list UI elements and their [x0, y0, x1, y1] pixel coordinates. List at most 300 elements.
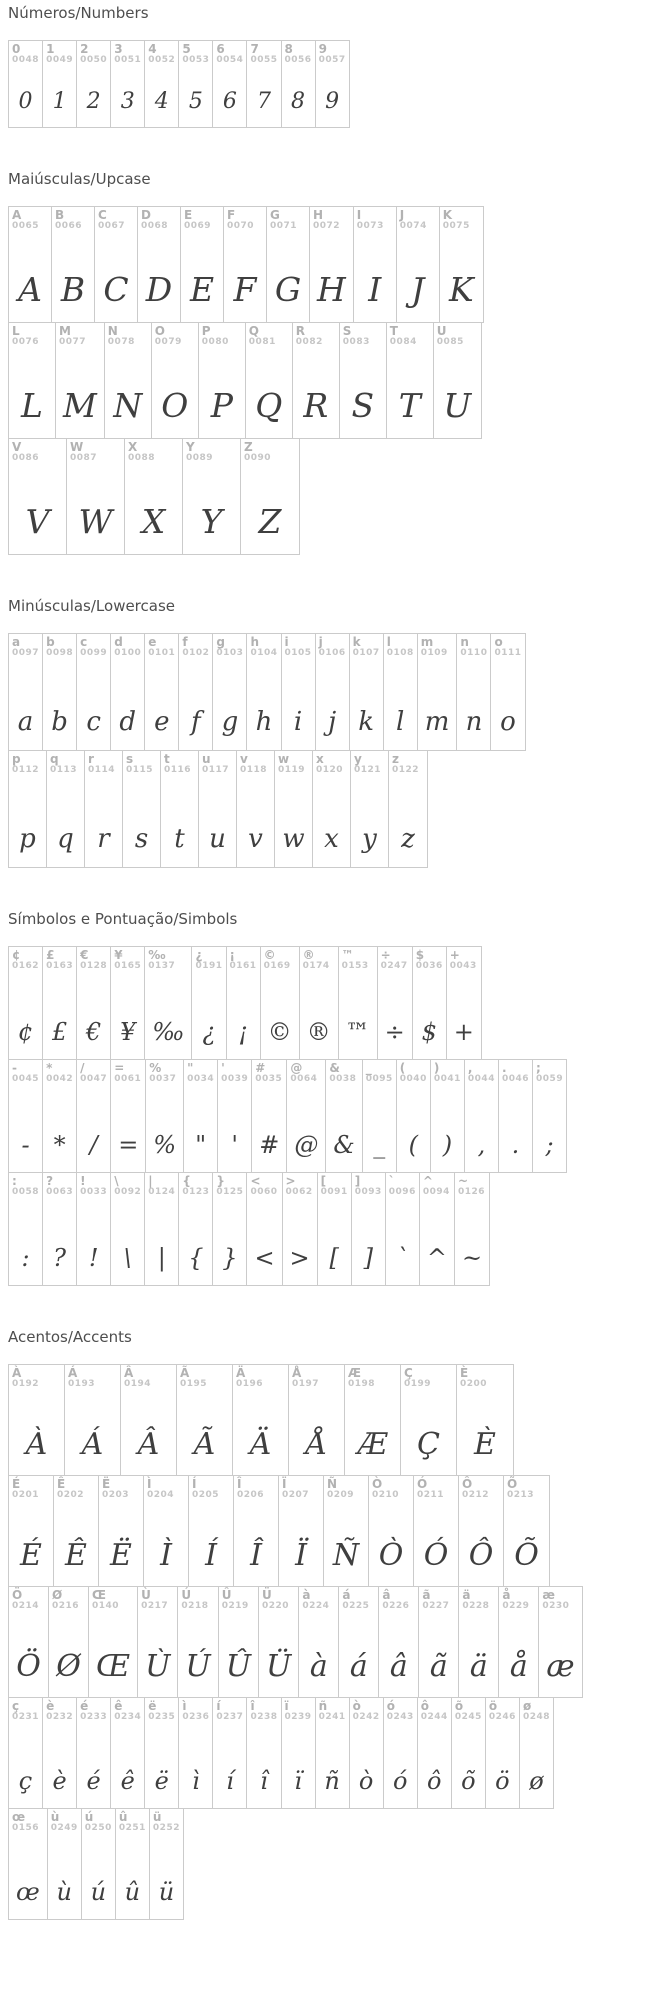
glyph-cell: [247, 634, 281, 750]
cell-header: [105, 323, 151, 348]
reference-char: ö: [488, 1699, 498, 1713]
cell-header: [413, 947, 446, 972]
unicode-code: 0107: [352, 648, 380, 659]
glyph-cell: [179, 1698, 213, 1808]
glyph-preview: Q: [255, 386, 283, 425]
glyph-preview: ~: [461, 1244, 483, 1272]
unicode-code: 0112: [12, 765, 40, 776]
glyph-preview: :: [21, 1244, 30, 1272]
reference-char: Ä: [236, 1366, 246, 1380]
glyph-row: [8, 438, 300, 555]
glyph-preview: }: [222, 1244, 238, 1272]
reference-char: x: [316, 752, 324, 766]
glyph-cell: [111, 41, 145, 127]
cell-header: [397, 207, 439, 232]
glyph-preview: ]: [363, 1244, 373, 1272]
glyph-cell: [369, 1476, 414, 1586]
reference-char: 0: [12, 42, 21, 56]
glyph-preview: Z: [258, 502, 282, 541]
glyph-preview: w: [282, 824, 305, 854]
unicode-code: 0114: [88, 765, 116, 776]
cell-header: [161, 751, 198, 776]
glyph-cell: [111, 947, 145, 1059]
glyph-preview: ?: [53, 1244, 67, 1272]
section-accents: [8, 1328, 653, 1920]
glyph-preview: v: [248, 824, 263, 854]
unicode-code: 0077: [59, 337, 87, 348]
glyph-cell: [9, 1476, 54, 1586]
unicode-code: 0242: [352, 1712, 380, 1723]
cell-header: [316, 1698, 349, 1723]
reference-char: Å: [292, 1366, 302, 1380]
glyph-cell: [504, 1476, 549, 1586]
unicode-code: 0081: [248, 337, 276, 348]
reference-char: Ê: [57, 1477, 66, 1491]
glyph-cell: [379, 1587, 419, 1697]
unicode-code: 0230: [542, 1601, 570, 1612]
unicode-code: 0054: [216, 55, 244, 66]
reference-char: &: [329, 1061, 340, 1075]
glyph-preview: ‰: [152, 1018, 185, 1046]
unicode-code: 0236: [182, 1712, 210, 1723]
glyph-preview: o: [500, 707, 516, 737]
glyph-cell: [9, 947, 43, 1059]
cell-header: [9, 1587, 48, 1612]
cell-header: [213, 1698, 246, 1723]
unicode-code: 0048: [12, 55, 40, 66]
glyph-preview: N: [113, 386, 143, 425]
reference-char: 7: [250, 42, 259, 56]
unicode-code: 0060: [250, 1187, 278, 1198]
unicode-code: 0217: [141, 1601, 169, 1612]
unicode-code: 0204: [147, 1490, 175, 1501]
unicode-code: 0238: [250, 1712, 278, 1723]
cell-header: [85, 751, 122, 776]
reference-char: ê: [114, 1699, 123, 1713]
cell-header: [313, 751, 350, 776]
reference-char: Ú: [181, 1588, 192, 1602]
glyph-row: [8, 1808, 184, 1920]
unicode-code: 0203: [102, 1490, 130, 1501]
glyph-cell: [178, 1587, 218, 1697]
glyph-cell: [218, 1060, 252, 1172]
reference-char: I: [356, 208, 362, 222]
reference-char: t: [164, 752, 170, 766]
glyph-cell: [420, 1173, 455, 1285]
glyph-cell: [9, 1365, 65, 1475]
glyph-cell: [52, 207, 95, 322]
glyph-cell: [145, 1698, 179, 1808]
reference-char: q: [50, 752, 59, 766]
reference-char: d: [114, 635, 123, 649]
unicode-code: 0034: [187, 1074, 215, 1085]
reference-char: É: [12, 1477, 21, 1491]
unicode-code: 0096: [388, 1187, 416, 1198]
cell-header: [457, 634, 490, 659]
cell-header: [287, 1060, 325, 1085]
glyph-cell: [47, 751, 85, 867]
unicode-code: 0113: [50, 765, 78, 776]
glyph-preview: 4: [154, 89, 169, 114]
charmap: [8, 4, 653, 1920]
cell-header: [111, 947, 144, 972]
cell-header: [199, 751, 236, 776]
unicode-code: 0037: [149, 1074, 177, 1085]
reference-char: ñ: [318, 1699, 328, 1713]
cell-header: [47, 751, 84, 776]
glyph-preview: ö: [495, 1767, 510, 1795]
glyph-cell: [539, 1587, 581, 1697]
glyph-cell: [275, 751, 313, 867]
unicode-code: 0193: [68, 1379, 96, 1390]
reference-char: ô: [420, 1699, 429, 1713]
cell-header: [310, 207, 353, 232]
glyph-preview: g: [221, 707, 239, 737]
reference-char: ¢: [12, 948, 21, 962]
unicode-code: 0106: [318, 648, 346, 659]
reference-char: ì: [182, 1699, 187, 1713]
cell-header: [179, 41, 212, 66]
glyph-preview: a: [17, 707, 34, 737]
glyph-preview: ': [231, 1131, 238, 1159]
glyph-preview: 9: [325, 89, 340, 114]
cell-header: [227, 947, 260, 972]
glyph-cell: [431, 1060, 465, 1172]
section-title: Minúsculas/Lowercase: [8, 597, 176, 615]
cell-header: [77, 634, 110, 659]
glyph-preview: G: [274, 270, 302, 309]
unicode-code: 0244: [420, 1712, 448, 1723]
unicode-code: 0067: [98, 221, 126, 232]
unicode-code: 0214: [12, 1601, 40, 1612]
cell-header: [379, 1587, 418, 1612]
unicode-code: 0104: [250, 648, 278, 659]
glyph-cell: [43, 1173, 77, 1285]
cell-header: [9, 1698, 42, 1723]
reference-char: :: [12, 1174, 17, 1188]
cell-header: [504, 1476, 549, 1501]
glyph-preview: n: [465, 707, 483, 737]
cell-header: [179, 1173, 212, 1198]
glyph-row: [8, 1059, 567, 1173]
glyph-cell: [234, 1476, 279, 1586]
glyph-preview: !: [88, 1244, 99, 1272]
unicode-code: 0234: [114, 1712, 142, 1723]
cell-header: [43, 947, 76, 972]
reference-char: H: [313, 208, 324, 222]
unicode-code: 0080: [201, 337, 229, 348]
cell-header: [56, 323, 104, 348]
glyph-preview: p: [19, 824, 36, 854]
reference-char: À: [12, 1366, 22, 1380]
unicode-code: 0094: [422, 1187, 450, 1198]
cell-header: [241, 439, 299, 464]
glyph-cell: [300, 947, 339, 1059]
glyph-cell: [152, 323, 199, 438]
reference-char: l: [386, 635, 391, 649]
cell-header: [300, 947, 338, 972]
cell-header: [293, 323, 339, 348]
reference-char: 9: [318, 42, 327, 56]
glyph-cell: [447, 947, 481, 1059]
glyph-cell: [43, 947, 77, 1059]
glyph-preview: M: [63, 386, 97, 425]
glyph-preview: ¡: [238, 1018, 248, 1046]
glyph-preview: Ä: [249, 1427, 272, 1462]
cell-header: [237, 751, 274, 776]
glyph-preview: @: [294, 1131, 319, 1159]
glyph-preview: W: [78, 502, 113, 541]
glyph-row: [8, 322, 482, 439]
glyph-preview: L: [21, 386, 43, 425]
cell-header: [199, 323, 245, 348]
reference-char: U: [436, 324, 447, 338]
cell-header: [275, 751, 312, 776]
glyph-cell: [326, 1060, 362, 1172]
cell-header: [43, 1698, 76, 1723]
glyph-cell: [434, 323, 481, 438]
reference-char: Ö: [12, 1588, 23, 1602]
glyph-preview: P: [210, 386, 233, 425]
cell-header: [354, 207, 396, 232]
cell-header: [533, 1060, 566, 1085]
unicode-code: 0201: [12, 1490, 40, 1501]
unicode-code: 0095: [365, 1074, 393, 1085]
unicode-code: 0195: [180, 1379, 208, 1390]
reference-char: Õ: [507, 1477, 518, 1491]
glyph-preview: Â: [137, 1427, 160, 1462]
unicode-code: 0124: [148, 1187, 176, 1198]
reference-char: |: [148, 1174, 153, 1188]
reference-char: A: [12, 208, 22, 222]
unicode-code: 0246: [488, 1712, 516, 1723]
glyph-preview: y: [362, 824, 377, 854]
unicode-code: 0108: [386, 648, 414, 659]
reference-char: _: [365, 1061, 372, 1075]
unicode-code: 0206: [237, 1490, 265, 1501]
glyph-preview: â: [389, 1649, 408, 1684]
glyph-preview: 7: [256, 89, 271, 114]
unicode-code: 0041: [433, 1074, 461, 1085]
section-title: Acentos/Accents: [8, 1328, 132, 1346]
glyph-cell: [49, 1587, 89, 1697]
unicode-code: 0064: [290, 1074, 318, 1085]
glyph-preview: -: [21, 1131, 30, 1159]
unicode-code: 0087: [70, 453, 98, 464]
cell-header: [178, 1587, 217, 1612]
unicode-code: 0207: [282, 1490, 310, 1501]
cell-header: [145, 947, 191, 972]
unicode-code: 0045: [12, 1074, 40, 1085]
cell-header: [67, 439, 124, 464]
glyph-preview: H: [317, 270, 346, 309]
glyph-cell: [397, 1060, 431, 1172]
unicode-code: 0233: [80, 1712, 108, 1723]
glyph-preview: i: [293, 707, 303, 737]
glyph-preview: J: [411, 270, 425, 309]
glyph-preview: ¥: [120, 1018, 136, 1046]
cell-header: [339, 1587, 378, 1612]
glyph-cell: [310, 207, 354, 322]
unicode-code: 0219: [221, 1601, 249, 1612]
cell-header: [431, 1060, 464, 1085]
glyph-cell: [299, 1587, 339, 1697]
glyph-cell: [459, 1587, 499, 1697]
unicode-code: 0250: [84, 1823, 112, 1834]
glyph-preview: ó: [392, 1767, 408, 1795]
glyph-cell: [455, 1173, 489, 1285]
glyph-cell: [247, 1698, 281, 1808]
reference-char: c: [80, 635, 88, 649]
glyph-preview: r: [97, 824, 110, 854]
glyph-cell: [77, 947, 111, 1059]
glyph-cell: [9, 323, 56, 438]
glyph-cell: [181, 207, 224, 322]
cell-header: [289, 1365, 344, 1390]
glyph-preview: Ç: [417, 1427, 440, 1462]
reference-char: M: [59, 324, 71, 338]
cell-header: [125, 439, 182, 464]
cell-header: [9, 439, 66, 464]
reference-char: õ: [454, 1699, 464, 1713]
unicode-code: 0056: [284, 55, 312, 66]
reference-char: 1: [46, 42, 55, 56]
glyph-preview: \: [123, 1244, 132, 1272]
glyph-preview: ü: [158, 1878, 175, 1906]
unicode-code: 0194: [124, 1379, 152, 1390]
glyph-cell: [43, 1060, 77, 1172]
glyph-cell: [67, 439, 125, 554]
glyph-cell: [283, 1173, 318, 1285]
glyph-cell: [125, 439, 183, 554]
section-symbols: [8, 910, 653, 1286]
glyph-preview: h: [255, 707, 273, 737]
glyph-cell: [282, 41, 316, 127]
glyph-cell: [77, 1173, 111, 1285]
reference-char: ): [433, 1061, 440, 1075]
section-upcase: [8, 170, 653, 555]
glyph-preview: ©: [267, 1018, 292, 1046]
reference-char: 8: [284, 42, 293, 56]
cell-header: [183, 439, 240, 464]
reference-char: Í: [192, 1477, 197, 1491]
cell-header: [213, 1173, 246, 1198]
cell-header: [224, 207, 266, 232]
glyph-cell: [9, 1587, 49, 1697]
unicode-code: 0063: [46, 1187, 74, 1198]
unicode-code: 0103: [216, 648, 244, 659]
glyph-preview: Ü: [266, 1649, 292, 1684]
unicode-code: 0117: [202, 765, 230, 776]
reference-char: T: [389, 324, 398, 338]
glyph-cell: [199, 751, 237, 867]
glyph-cell: [318, 1173, 352, 1285]
cell-header: [77, 947, 110, 972]
reference-char: ¿: [195, 948, 203, 962]
reference-char: è: [46, 1699, 55, 1713]
glyph-cell: [378, 947, 413, 1059]
glyph-preview: ê: [120, 1767, 135, 1795]
unicode-code: 0140: [92, 1601, 120, 1612]
unicode-code: 0252: [152, 1823, 180, 1834]
reference-char: Æ: [348, 1366, 362, 1380]
reference-char: {: [182, 1174, 191, 1188]
glyph-row: [8, 206, 484, 323]
glyph-cell: [316, 1698, 350, 1808]
glyph-cell: [89, 1587, 138, 1697]
glyph-cell: [418, 634, 458, 750]
cell-header: [189, 1476, 233, 1501]
cell-header: [434, 323, 481, 348]
glyph-cell: [9, 751, 47, 867]
glyph-preview: u: [209, 824, 226, 854]
glyph-preview: /: [89, 1131, 98, 1159]
glyph-cell: [184, 1060, 218, 1172]
cell-header: [350, 634, 383, 659]
unicode-code: 0243: [386, 1712, 414, 1723]
glyph-cell: [9, 207, 52, 322]
glyph-cell: [419, 1587, 459, 1697]
unicode-code: 0209: [327, 1490, 355, 1501]
reference-char: W: [70, 440, 84, 454]
glyph-row: [8, 1475, 550, 1587]
cell-header: [54, 1476, 98, 1501]
glyph-preview: +: [453, 1018, 474, 1046]
reference-char: p: [12, 752, 21, 766]
unicode-code: 0198: [348, 1379, 376, 1390]
glyph-preview: c: [86, 707, 101, 737]
cell-header: [363, 1060, 396, 1085]
glyph-cell: [457, 634, 491, 750]
reference-char: Ó: [417, 1477, 428, 1491]
unicode-code: 0128: [80, 961, 108, 972]
glyph-cell: [150, 1809, 183, 1919]
glyph-preview: ,: [477, 1131, 486, 1159]
reference-char: s: [126, 752, 134, 766]
glyph-cell: [123, 751, 161, 867]
glyph-preview: û: [124, 1878, 141, 1906]
glyph-cell: [199, 323, 246, 438]
glyph-preview: x: [324, 824, 339, 854]
glyph-preview: Å: [305, 1427, 328, 1462]
glyph-row: [8, 750, 428, 868]
glyph-cell: [85, 751, 123, 867]
glyph-preview: ™: [345, 1018, 370, 1046]
glyph-preview: K: [448, 270, 474, 309]
reference-char: È: [460, 1366, 469, 1380]
cell-header: [123, 751, 160, 776]
glyph-preview: ò: [358, 1767, 374, 1795]
glyph-cell: [386, 1173, 420, 1285]
reference-char: ù: [50, 1810, 60, 1824]
glyph-cell: [465, 1060, 499, 1172]
cell-header: [43, 634, 76, 659]
glyph-preview: X: [141, 502, 166, 541]
unicode-code: 0125: [216, 1187, 244, 1198]
glyph-cell: [247, 41, 281, 127]
glyph-preview: |: [157, 1244, 166, 1272]
unicode-code: 0174: [302, 961, 330, 972]
cell-header: [9, 1365, 64, 1390]
reference-char: ©: [263, 948, 276, 962]
glyph-cell: [213, 1173, 247, 1285]
reference-char: 3: [114, 42, 123, 56]
reference-char: 6: [216, 42, 225, 56]
unicode-code: 0213: [507, 1490, 535, 1501]
reference-char: ë: [148, 1699, 157, 1713]
cell-header: [299, 1587, 338, 1612]
unicode-code: 0105: [284, 648, 312, 659]
